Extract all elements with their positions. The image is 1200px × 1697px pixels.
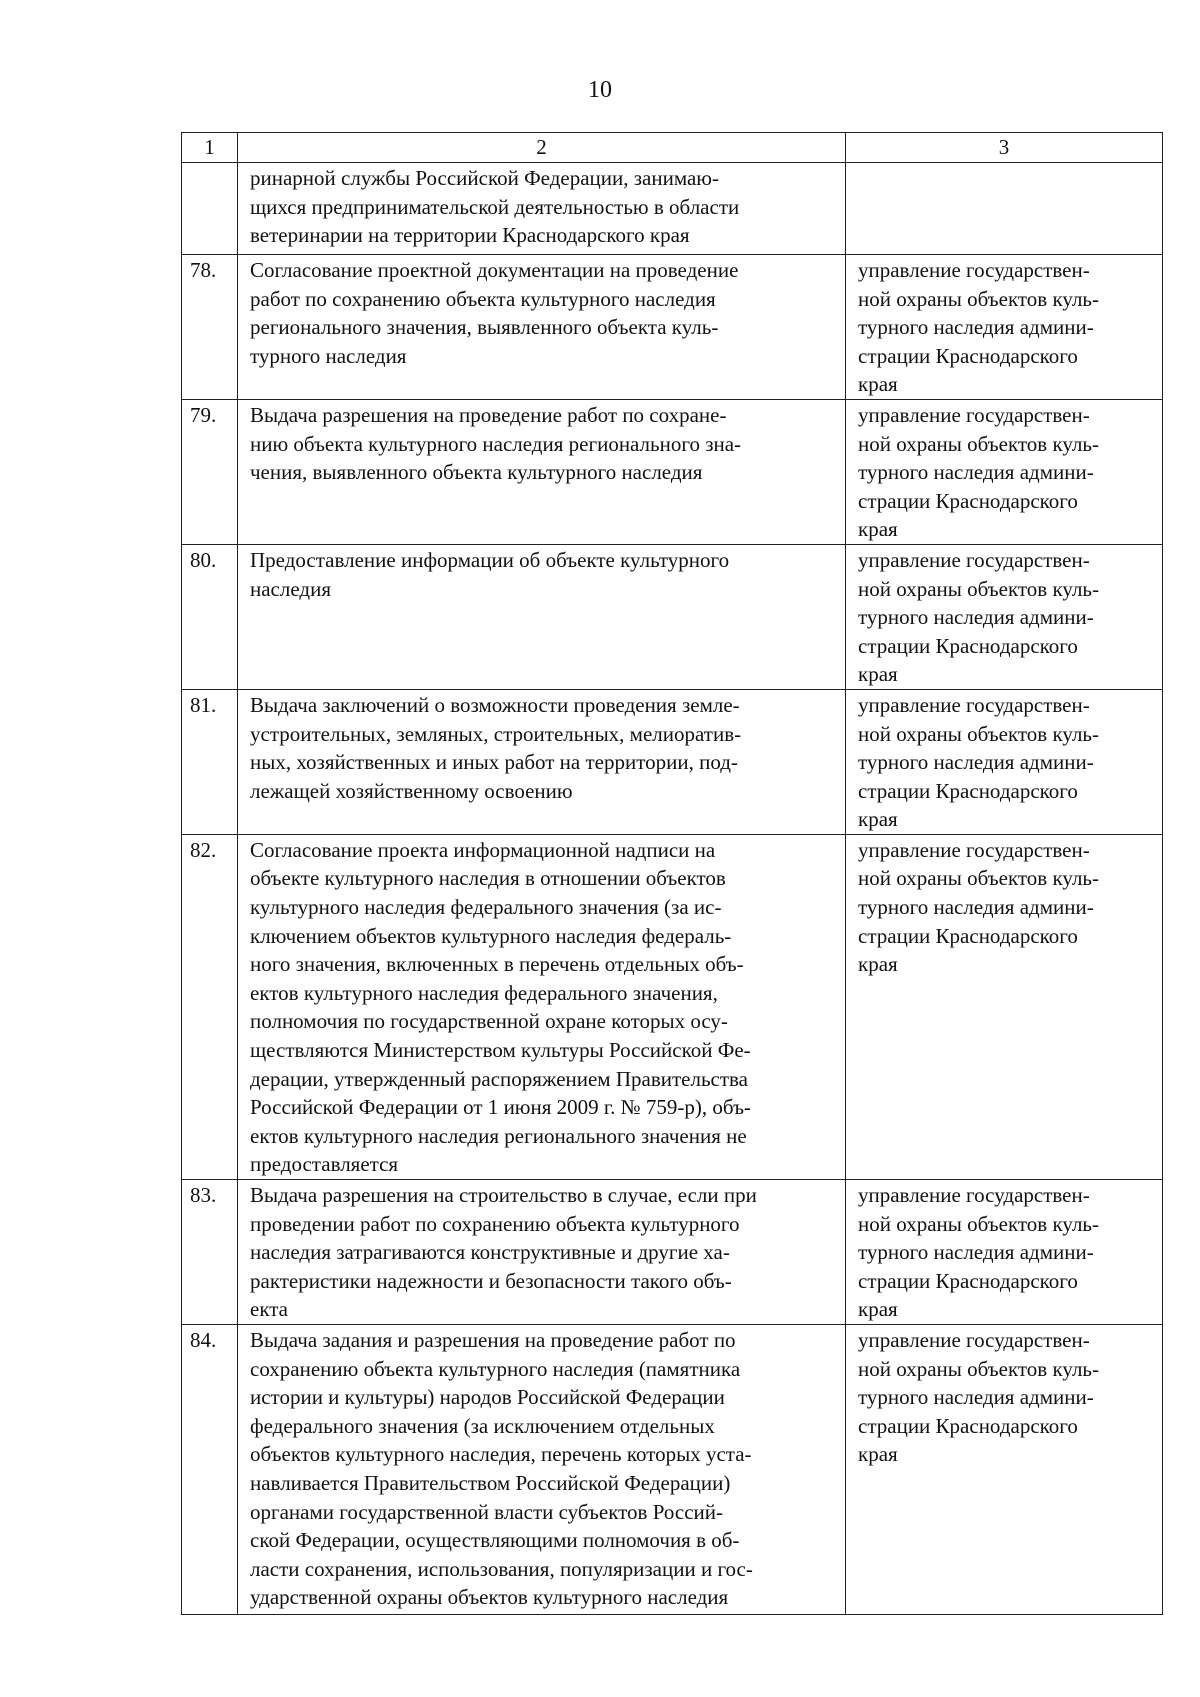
authority-name: управление государствен- ной охраны объектов куль- турного наследия админи- страции Краснодарского края	[846, 1324, 1163, 1614]
authority-cell	[846, 163, 1163, 255]
table-row	[182, 1324, 1163, 1614]
column-header-3: 3	[846, 133, 1163, 163]
service-description: Выдача разрешения на проведение работ по сохране- нию объекта культурного наследия регионального зна- чения, выявленного объекта культурного наследия	[238, 399, 846, 544]
page-number: 10	[588, 77, 612, 103]
column-header-2: 2	[238, 133, 846, 163]
service-description: Выдача заключений о возможности проведения земле- устроительных, земляных, строительных, мелиоратив- ных, хозяйственных и иных работ на территории, под- лежащей хозяйственному освоению	[238, 689, 846, 834]
authority-name: управление государствен- ной охраны объектов куль- турного наследия админи- страции Краснодарского края	[846, 834, 1163, 1179]
service-description: Согласование проектной документации на проведение работ по сохранению объекта культурного наследия регионального значения, выявленного объекта куль- турного наследия	[238, 255, 846, 400]
authority-name: управление государствен- ной охраны объектов куль- турного наследия админи- страции Краснодарского края	[846, 255, 1163, 400]
service-description: Согласование проекта информационной надписи на объекте культурного наследия в отношении объектов культурного наследия федерального значения (за ис- ключением объектов культурного наследия федераль- ного значения, включенных в перечень отдельных объ- ектов культурного наследия федерального значения, полномочия по государственной охране которых осу- ществляются Министерством культуры Российской Фе- дерации, утвержденный распоряжением Правительства Российской Федерации от 1 июня 2009 г. № 759-р), объ- ектов культурного наследия регионального значения не предоставляется	[238, 834, 846, 1179]
authority-name: управление государствен- ной охраны объектов куль- турного наследия админи- страции Краснодарского края	[846, 544, 1163, 689]
row-number: 79.	[182, 399, 238, 544]
authority-name: управление государствен- ной охраны объектов куль- турного наследия админи- страции Краснодарского края	[846, 689, 1163, 834]
row-number: 83.	[182, 1180, 238, 1325]
continuation-text: ринарной службы Российской Федерации, занимаю- щихся предпринимательской деятельностью в области ветеринарии на территории Краснодарского края	[238, 163, 846, 255]
table-row	[182, 255, 1163, 400]
table-row	[182, 1180, 1163, 1325]
authority-name: управление государствен- ной охраны объектов куль- турного наследия админи- страции Краснодарского края	[846, 1180, 1163, 1325]
table-row	[182, 689, 1163, 834]
table-row	[182, 834, 1163, 1179]
table-header-row	[182, 133, 1163, 163]
row-number: 82.	[182, 834, 238, 1179]
authority-name: управление государствен- ной охраны объектов куль- турного наследия админи- страции Краснодарского края	[846, 399, 1163, 544]
row-number-cell	[182, 163, 238, 255]
service-description: Выдача разрешения на строительство в случае, если при проведении работ по сохранению объекта культурного наследия затрагиваются конструктивные и другие ха- рактеристики надежности и безопасности такого объ- екта	[238, 1180, 846, 1325]
services-table	[181, 132, 1163, 1615]
table-row	[182, 544, 1163, 689]
row-number: 78.	[182, 255, 238, 400]
column-header-1: 1	[182, 133, 238, 163]
service-description: Выдача задания и разрешения на проведение работ по сохранению объекта культурного наследия (памятника истории и культуры) народов Российской Федерации федерального значения (за исключением отдельных объектов культурного наследия, перечень которых уста- навливается Правительством Российской Федерации) органами государственной власти субъектов Россий- ской Федерации, осуществляющими полномочия в об- ласти сохранения, использования, популяризации и гос- ударственной охраны объектов культурного наследия	[238, 1324, 846, 1614]
row-number: 80.	[182, 544, 238, 689]
service-description: Предоставление информации об объекте культурного наследия	[238, 544, 846, 689]
row-number: 81.	[182, 689, 238, 834]
table-row	[182, 399, 1163, 544]
row-number: 84.	[182, 1324, 238, 1614]
continuation-row	[182, 163, 1163, 255]
